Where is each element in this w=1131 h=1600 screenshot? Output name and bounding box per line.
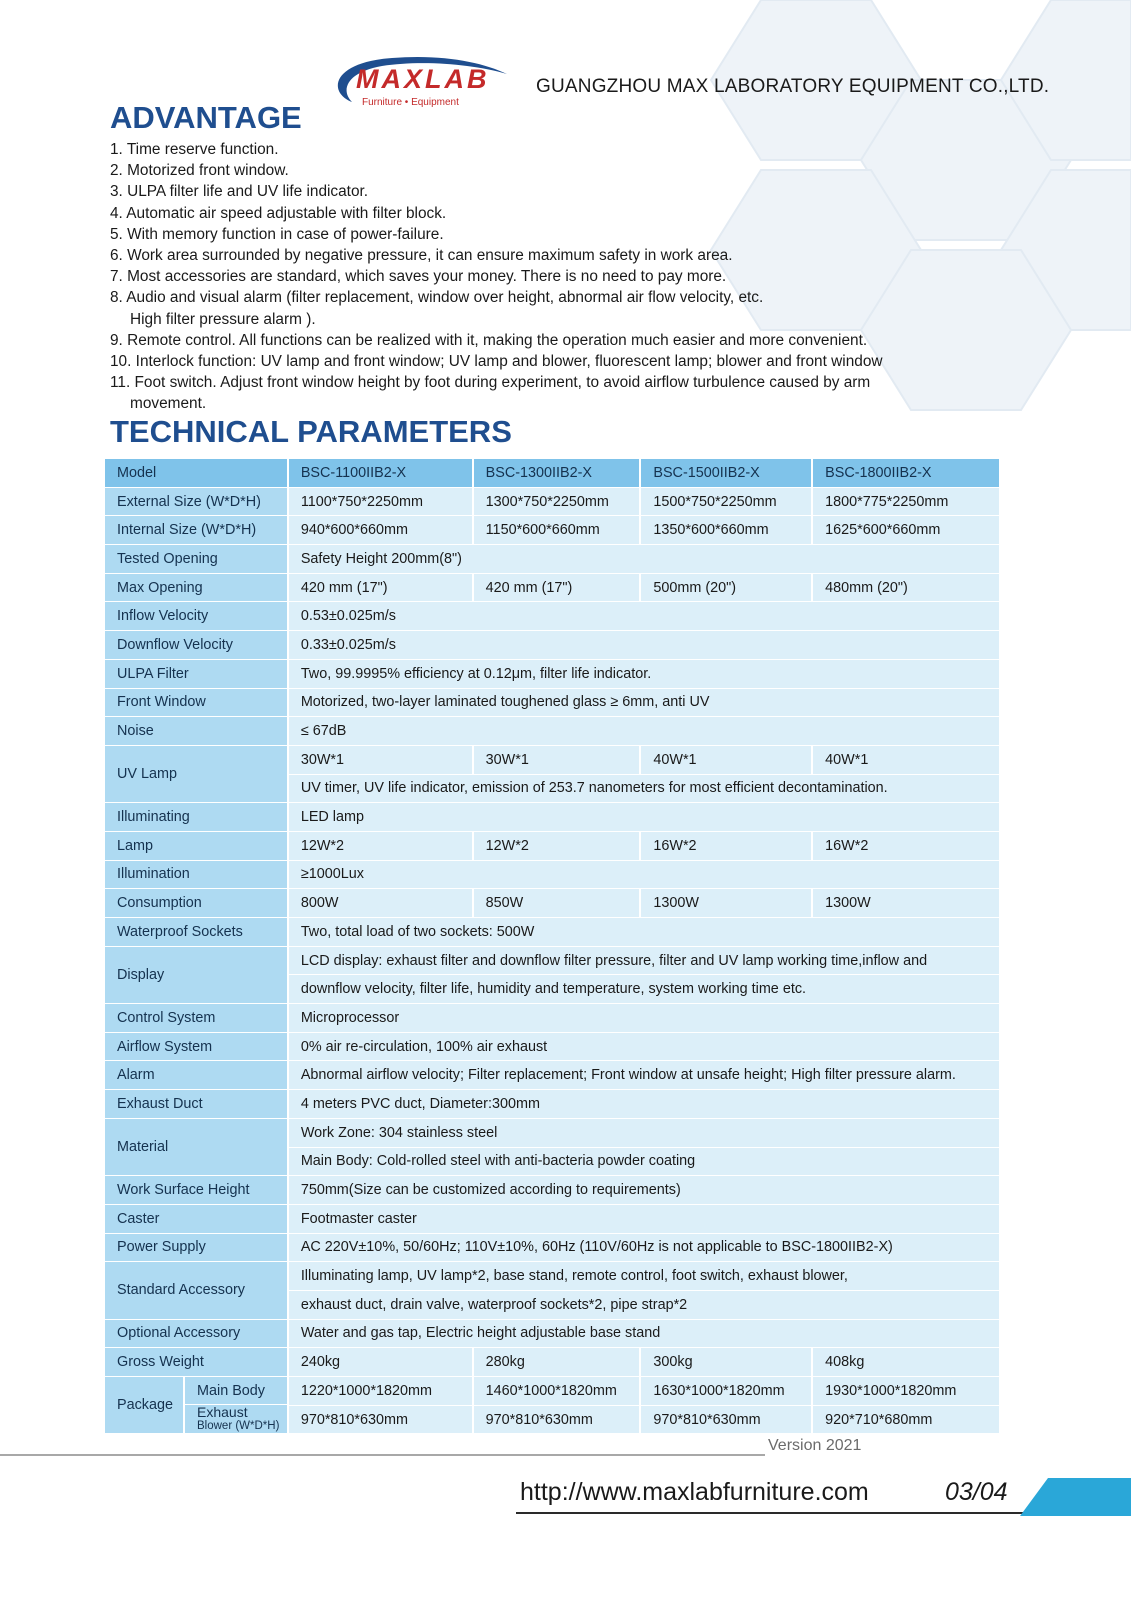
advantage-item: 7. Most accessories are standard, which saves your money. There is no need to pay more. xyxy=(110,268,727,286)
row-label: Internal Size (W*D*H) xyxy=(105,516,289,545)
table-row xyxy=(105,574,1001,603)
table-row xyxy=(105,803,1001,832)
table-row xyxy=(105,861,1001,890)
row-label: Max Opening xyxy=(105,574,289,603)
row-label: External Size (W*D*H) xyxy=(105,488,289,517)
cell-value: 1100*750*2250mm xyxy=(289,488,474,517)
cell-value: 16W*2 xyxy=(641,832,813,861)
url-underline xyxy=(516,1512,1036,1514)
table-row xyxy=(105,689,1001,718)
cell-value: 40W*1 xyxy=(641,746,813,775)
advantage-list xyxy=(110,139,1010,415)
cell-value: Microprocessor xyxy=(289,1004,1001,1033)
table-row xyxy=(105,832,1001,861)
table-row xyxy=(105,889,1001,918)
cell-value: 12W*2 xyxy=(474,832,642,861)
page-number: 03/04 xyxy=(945,1478,1008,1506)
cell-value: downflow velocity, filter life, humidity and temperature, system working time etc. xyxy=(289,975,1001,1004)
cell-value: 0.53±0.025m/s xyxy=(289,602,1001,631)
cell-value: 240kg xyxy=(289,1348,474,1377)
cell-value: 920*710*680mm xyxy=(813,1406,1001,1435)
row-label: Illuminating xyxy=(105,803,289,832)
cell-value: 970*810*630mm xyxy=(289,1406,474,1435)
cell-value: Water and gas tap, Electric height adjustable base stand xyxy=(289,1320,1001,1349)
table-row xyxy=(105,545,1001,574)
table-row xyxy=(105,1090,1001,1119)
table-row xyxy=(105,1004,1001,1033)
cell-value: 30W*1 xyxy=(474,746,642,775)
table-row xyxy=(105,1061,1001,1090)
cell-value: 12W*2 xyxy=(289,832,474,861)
version-divider xyxy=(0,1454,765,1456)
table-row xyxy=(105,1176,1001,1205)
row-label: Package xyxy=(105,1377,184,1433)
advantage-item: 1. Time reserve function. xyxy=(110,141,279,158)
table-row xyxy=(105,602,1001,631)
table-row xyxy=(105,1033,1001,1062)
cell-value: 970*810*630mm xyxy=(641,1406,813,1435)
table-row xyxy=(105,631,1001,660)
table-row xyxy=(105,1377,1001,1406)
row-label: Airflow System xyxy=(105,1033,289,1062)
cell-value: 300kg xyxy=(641,1348,813,1377)
row-label: Illumination xyxy=(105,861,289,890)
advantage-item: 5. With memory function in case of power-failure. xyxy=(110,225,444,243)
cell-value: 1300*750*2250mm xyxy=(474,488,642,517)
table-row xyxy=(105,918,1001,947)
package-exhaust-label xyxy=(184,1405,287,1434)
cell-value: 1150*600*660mm xyxy=(474,516,642,545)
row-label: Alarm xyxy=(105,1061,289,1090)
cell-value: 1930*1000*1820mm xyxy=(813,1377,1001,1406)
table-row xyxy=(105,1234,1001,1263)
package-subtable xyxy=(105,1377,287,1433)
row-label: Material xyxy=(105,1119,289,1176)
table-row xyxy=(105,1348,1001,1377)
cell-value: 0% air re-circulation, 100% air exhaust xyxy=(289,1033,1001,1062)
cell-value: LED lamp xyxy=(289,803,1001,832)
table-row xyxy=(105,488,1001,517)
row-label: ULPA Filter xyxy=(105,660,289,689)
cell-value: 408kg xyxy=(813,1348,1001,1377)
row-label: Lamp xyxy=(105,832,289,861)
cell-value: 1460*1000*1820mm xyxy=(474,1377,642,1406)
cell-value: Main Body: Cold-rolled steel with anti-bacteria powder coating xyxy=(289,1148,1001,1177)
table-row xyxy=(105,746,1001,775)
company-logo xyxy=(322,52,522,114)
cell-value: 1625*600*660mm xyxy=(813,516,1001,545)
row-label: Control System xyxy=(105,1004,289,1033)
cell-value: 16W*2 xyxy=(813,832,1001,861)
model-name: BSC-1100IIB2-X xyxy=(289,459,474,488)
cell-value: 420 mm (17") xyxy=(289,574,474,603)
advantage-item: 9. Remote control. All functions can be realized with it, making the operation much easier and more convenient. xyxy=(110,331,868,349)
cell-value: AC 220V±10%, 50/60Hz; 110V±10%, 60Hz (110V/60Hz is not applicable to BSC-1800IIB2-X) xyxy=(289,1234,1001,1263)
cell-value: Motorized, two-layer laminated toughened glass ≥ 6mm, anti UV xyxy=(289,689,1001,718)
row-label: Display xyxy=(105,947,289,1004)
version-label: Version 2021 xyxy=(768,1437,862,1454)
table-row xyxy=(105,717,1001,746)
package-exhaust-sub: Blower (W*D*H) xyxy=(197,1420,280,1433)
row-label: UV Lamp xyxy=(105,746,289,803)
cell-value: exhaust duct, drain valve, waterproof sockets*2, pipe strap*2 xyxy=(289,1291,1001,1320)
row-label: Inflow Velocity xyxy=(105,602,289,631)
advantage-item: 11. Foot switch. Adjust front window height by foot during experiment, to avoid airflow turbulence caused by arm movement. xyxy=(110,374,871,413)
table-row xyxy=(105,516,1001,545)
cell-value: 970*810*630mm xyxy=(474,1406,642,1435)
row-label: Consumption xyxy=(105,889,289,918)
cell-value: UV timer, UV life indicator, emission of 253.7 nanometers for most efficient decontamination. xyxy=(289,775,1001,804)
cell-value: 750mm(Size can be customized according to requirements) xyxy=(289,1176,1001,1205)
row-label: Optional Accessory xyxy=(105,1320,289,1349)
cell-value: 30W*1 xyxy=(289,746,474,775)
cell-value: 800W xyxy=(289,889,474,918)
table-row xyxy=(105,660,1001,689)
cell-value: ≤ 67dB xyxy=(289,717,1001,746)
package-cell xyxy=(105,1377,289,1434)
row-label: Model xyxy=(105,459,289,488)
cell-value: 1500*750*2250mm xyxy=(641,488,813,517)
cell-value: Work Zone: 304 stainless steel xyxy=(289,1119,1001,1148)
cell-value: Footmaster caster xyxy=(289,1205,1001,1234)
cell-value: 500mm (20") xyxy=(641,574,813,603)
cell-value: 1220*1000*1820mm xyxy=(289,1377,474,1406)
cell-value: 420 mm (17") xyxy=(474,574,642,603)
model-name: BSC-1300IIB2-X xyxy=(474,459,642,488)
row-label: Gross Weight xyxy=(105,1348,289,1377)
advantage-item: 8. Audio and visual alarm (filter replacement, window over height, abnormal air flow velocity, etc. High filter pressure alarm ). xyxy=(110,289,764,328)
table-row xyxy=(105,1205,1001,1234)
cell-value: LCD display: exhaust filter and downflow filter pressure, filter and UV lamp working time,inflow and xyxy=(289,947,1001,976)
corner-accent xyxy=(1020,1478,1131,1516)
row-label: Caster xyxy=(105,1205,289,1234)
row-label: Tested Opening xyxy=(105,545,289,574)
advantage-heading: ADVANTAGE xyxy=(110,100,302,135)
technical-parameters-heading: TECHNICAL PARAMETERS xyxy=(110,414,512,449)
row-label: Exhaust Duct xyxy=(105,1090,289,1119)
cell-value: 1300W xyxy=(813,889,1001,918)
cell-value: 940*600*660mm xyxy=(289,516,474,545)
advantage-item: 2. Motorized front window. xyxy=(110,162,289,180)
logo-text: MAXLAB xyxy=(356,64,490,94)
row-label: Noise xyxy=(105,717,289,746)
row-label: Work Surface Height xyxy=(105,1176,289,1205)
table-row xyxy=(105,1320,1001,1349)
cell-value: Illuminating lamp, UV lamp*2, base stand, remote control, foot switch, exhaust blower, xyxy=(289,1262,1001,1291)
row-label: Downflow Velocity xyxy=(105,631,289,660)
cell-value: 850W xyxy=(474,889,642,918)
model-name: BSC-1500IIB2-X xyxy=(641,459,813,488)
logo-tagline: Furniture • Equipment xyxy=(362,97,459,108)
cell-value: 4 meters PVC duct, Diameter:300mm xyxy=(289,1090,1001,1119)
cell-value: 1300W xyxy=(641,889,813,918)
cell-value: 280kg xyxy=(474,1348,642,1377)
advantage-item: 6. Work area surrounded by negative pressure, it can ensure maximum safety in work area. xyxy=(110,247,733,265)
row-label: Standard Accessory xyxy=(105,1262,289,1319)
table-row xyxy=(105,1262,1001,1291)
advantage-item: 4. Automatic air speed adjustable with filter block. xyxy=(110,204,447,222)
package-main-label: Main Body xyxy=(184,1377,287,1405)
advantage-item: 10. Interlock function: UV lamp and front window; UV lamp and blower, fluorescent lamp; blower and front window xyxy=(110,353,883,371)
cell-value: 40W*1 xyxy=(813,746,1001,775)
cell-value: Abnormal airflow velocity; Filter replacement; Front window at unsafe height; High filter pressure alarm. xyxy=(289,1061,1001,1090)
row-label: Front Window xyxy=(105,689,289,718)
advantage-item: 3. ULPA filter life and UV life indicator. xyxy=(110,183,369,201)
table-row xyxy=(105,947,1001,976)
website-link[interactable]: http://www.maxlabfurniture.com xyxy=(520,1478,869,1506)
cell-value: 480mm (20") xyxy=(813,574,1001,603)
table-row xyxy=(105,459,1001,488)
cell-value: ≥1000Lux xyxy=(289,861,1001,890)
row-label: Power Supply xyxy=(105,1234,289,1263)
cell-value: 0.33±0.025m/s xyxy=(289,631,1001,660)
model-name: BSC-1800IIB2-X xyxy=(813,459,1001,488)
cell-value: 1350*600*660mm xyxy=(641,516,813,545)
cell-value: Two, total load of two sockets: 500W xyxy=(289,918,1001,947)
package-exhaust-text: Exhaust xyxy=(197,1404,248,1421)
cell-value: Two, 99.9995% efficiency at 0.12μm, filter life indicator. xyxy=(289,660,1001,689)
table-row xyxy=(105,1119,1001,1148)
row-label: Waterproof Sockets xyxy=(105,918,289,947)
cell-value: Safety Height 200mm(8") xyxy=(289,545,1001,574)
spec-table xyxy=(105,459,1001,1434)
cell-value: 1630*1000*1820mm xyxy=(641,1377,813,1406)
company-name: GUANGZHOU MAX LABORATORY EQUIPMENT CO.,LTD. xyxy=(536,76,1050,97)
cell-value: 1800*775*2250mm xyxy=(813,488,1001,517)
